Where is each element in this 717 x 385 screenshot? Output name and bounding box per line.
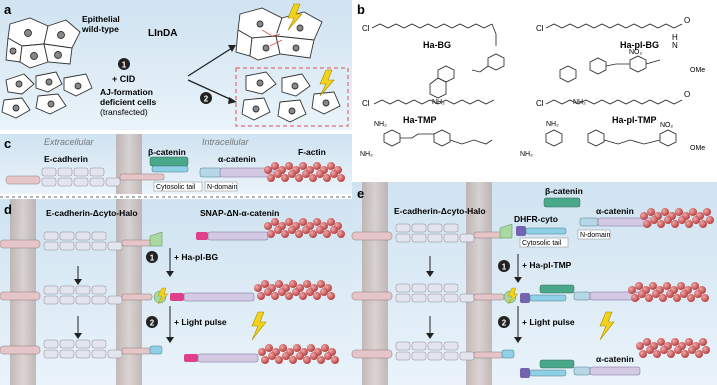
aj-label-3: (transfected) — [100, 107, 148, 117]
aj-label-2: deficient cells — [100, 97, 157, 107]
ndomain-label: N-domain — [207, 184, 238, 191]
wildtype-cell-sheet — [6, 18, 80, 68]
panel-c — [0, 134, 352, 194]
panel-b — [357, 2, 705, 158]
panel-d-step1-text: + Ha-pl-BG — [174, 252, 219, 262]
ha-pl-bg-name: Ha-pl-BG — [620, 40, 659, 50]
ha-pl-bg-n: N — [672, 41, 678, 50]
ha-pl-tmp-nh2-top: NH₂ — [546, 121, 559, 128]
panel-e-ndomain-label: N-domain — [580, 232, 611, 239]
ha-bg-nh2: NH₂ — [432, 99, 445, 106]
panel-e-alpha-catenin-label: α-catenin — [596, 206, 634, 216]
panel-d-step1-number: 1 — [149, 253, 155, 263]
panel-a-letter: a — [4, 2, 12, 17]
panel-e-step2-text: + Light pulse — [522, 317, 575, 327]
beta-catenin-label: β-catenin — [148, 147, 186, 157]
panel-e-alpha-catenin-bottom-label: α-catenin — [596, 354, 634, 364]
linda-title: LInDA — [148, 28, 178, 39]
panel-e-dhfr-block — [516, 226, 526, 236]
panel-e-cyto-block — [526, 228, 566, 234]
panel-e-ndomain-block — [580, 218, 598, 226]
ecad-tm-tail — [120, 174, 164, 180]
ndomain-block — [200, 168, 222, 177]
ecadherin-label: E-cadherin — [44, 154, 88, 164]
ha-pl-tmp-nh2-left: NH₂ — [520, 151, 533, 158]
panel-e-letter: e — [357, 186, 365, 201]
ha-bg-name: Ha-BG — [423, 40, 452, 50]
ha-tmp-nh2-left: NH₂ — [360, 151, 373, 158]
panel-a-step1-number: 1 — [121, 60, 127, 70]
ha-pl-tmp-cl: Cl — [536, 99, 544, 108]
factin-label: F-actin — [298, 147, 326, 157]
panel-c-letter: c — [4, 136, 12, 151]
ha-pl-bg-o: O — [684, 16, 691, 25]
ha-pl-bg-ome: OMe — [690, 67, 706, 74]
cytosolic-tail-label: Cytosolic tail — [156, 184, 196, 191]
ecad-extracellular-pink — [6, 176, 40, 184]
structure-ha-pl-bg — [546, 24, 682, 82]
ha-pl-bg-h: H — [672, 33, 678, 42]
alpha-catenin-label: α-catenin — [218, 154, 256, 164]
panel-e-beta-block — [544, 198, 580, 207]
snap-label: SNAP-ΔN-α-catenin — [200, 208, 280, 218]
ha-pl-bg-no2: NO₂ — [629, 49, 643, 56]
ha-tmp-cl: Cl — [362, 99, 370, 108]
panel-a-step2-number: 2 — [203, 94, 209, 104]
epithelial-label-2: wild-type — [82, 24, 119, 34]
panel-d-step2-text: + Light pulse — [174, 317, 227, 327]
panel-e-beta-catenin-label: β-catenin — [545, 186, 583, 196]
panel-d-letter: d — [4, 202, 12, 217]
ha-bg-cl: Cl — [362, 24, 370, 33]
panel-d-step2-number: 2 — [149, 318, 155, 328]
panel-e-step1-text: + Ha-pl-TMP — [522, 260, 572, 270]
ha-pl-bg-nh2: NH₂ — [573, 99, 586, 106]
panel-d — [0, 199, 352, 385]
ha-pl-tmp-name: Ha-pl-TMP — [612, 115, 657, 125]
panel-e-cytosolic-tail-label: Cytosolic tail — [522, 240, 562, 247]
panel-a — [0, 0, 352, 130]
structure-ha-bg — [372, 24, 504, 98]
ha-pl-tmp-no2: NO₂ — [660, 122, 674, 129]
ha-pl-tmp-ome: OMe — [690, 145, 706, 152]
aj-label-1: AJ-formation — [100, 87, 153, 97]
extracellular-label: Extracellular — [44, 137, 94, 147]
ha-tmp-nh2-top: NH₂ — [374, 121, 387, 128]
ecad-halo-label: E-cadherin-Δcyto-Halo — [46, 208, 138, 218]
beta-catenin-block — [150, 157, 188, 166]
panel-b-letter: b — [357, 2, 365, 17]
intracellular-label: Intracellular — [202, 137, 249, 147]
panel-e-step2-number: 2 — [501, 318, 507, 328]
ha-pl-tmp-o: O — [684, 90, 691, 99]
cid-label: + CID — [112, 74, 136, 84]
ha-tmp-name: Ha-TMP — [403, 115, 437, 125]
cytosolic-tail-block — [152, 166, 188, 172]
dhfr-cyto-label: DHFR-cyto — [514, 214, 558, 224]
panel-e — [352, 182, 717, 385]
panel-e-step1-number: 1 — [501, 262, 507, 272]
ha-pl-bg-cl: Cl — [536, 24, 544, 33]
panel-e-ecad-halo-label: E-cadherin-Δcyto-Halo — [394, 206, 486, 216]
epithelial-label-1: Epithelial — [82, 14, 120, 24]
